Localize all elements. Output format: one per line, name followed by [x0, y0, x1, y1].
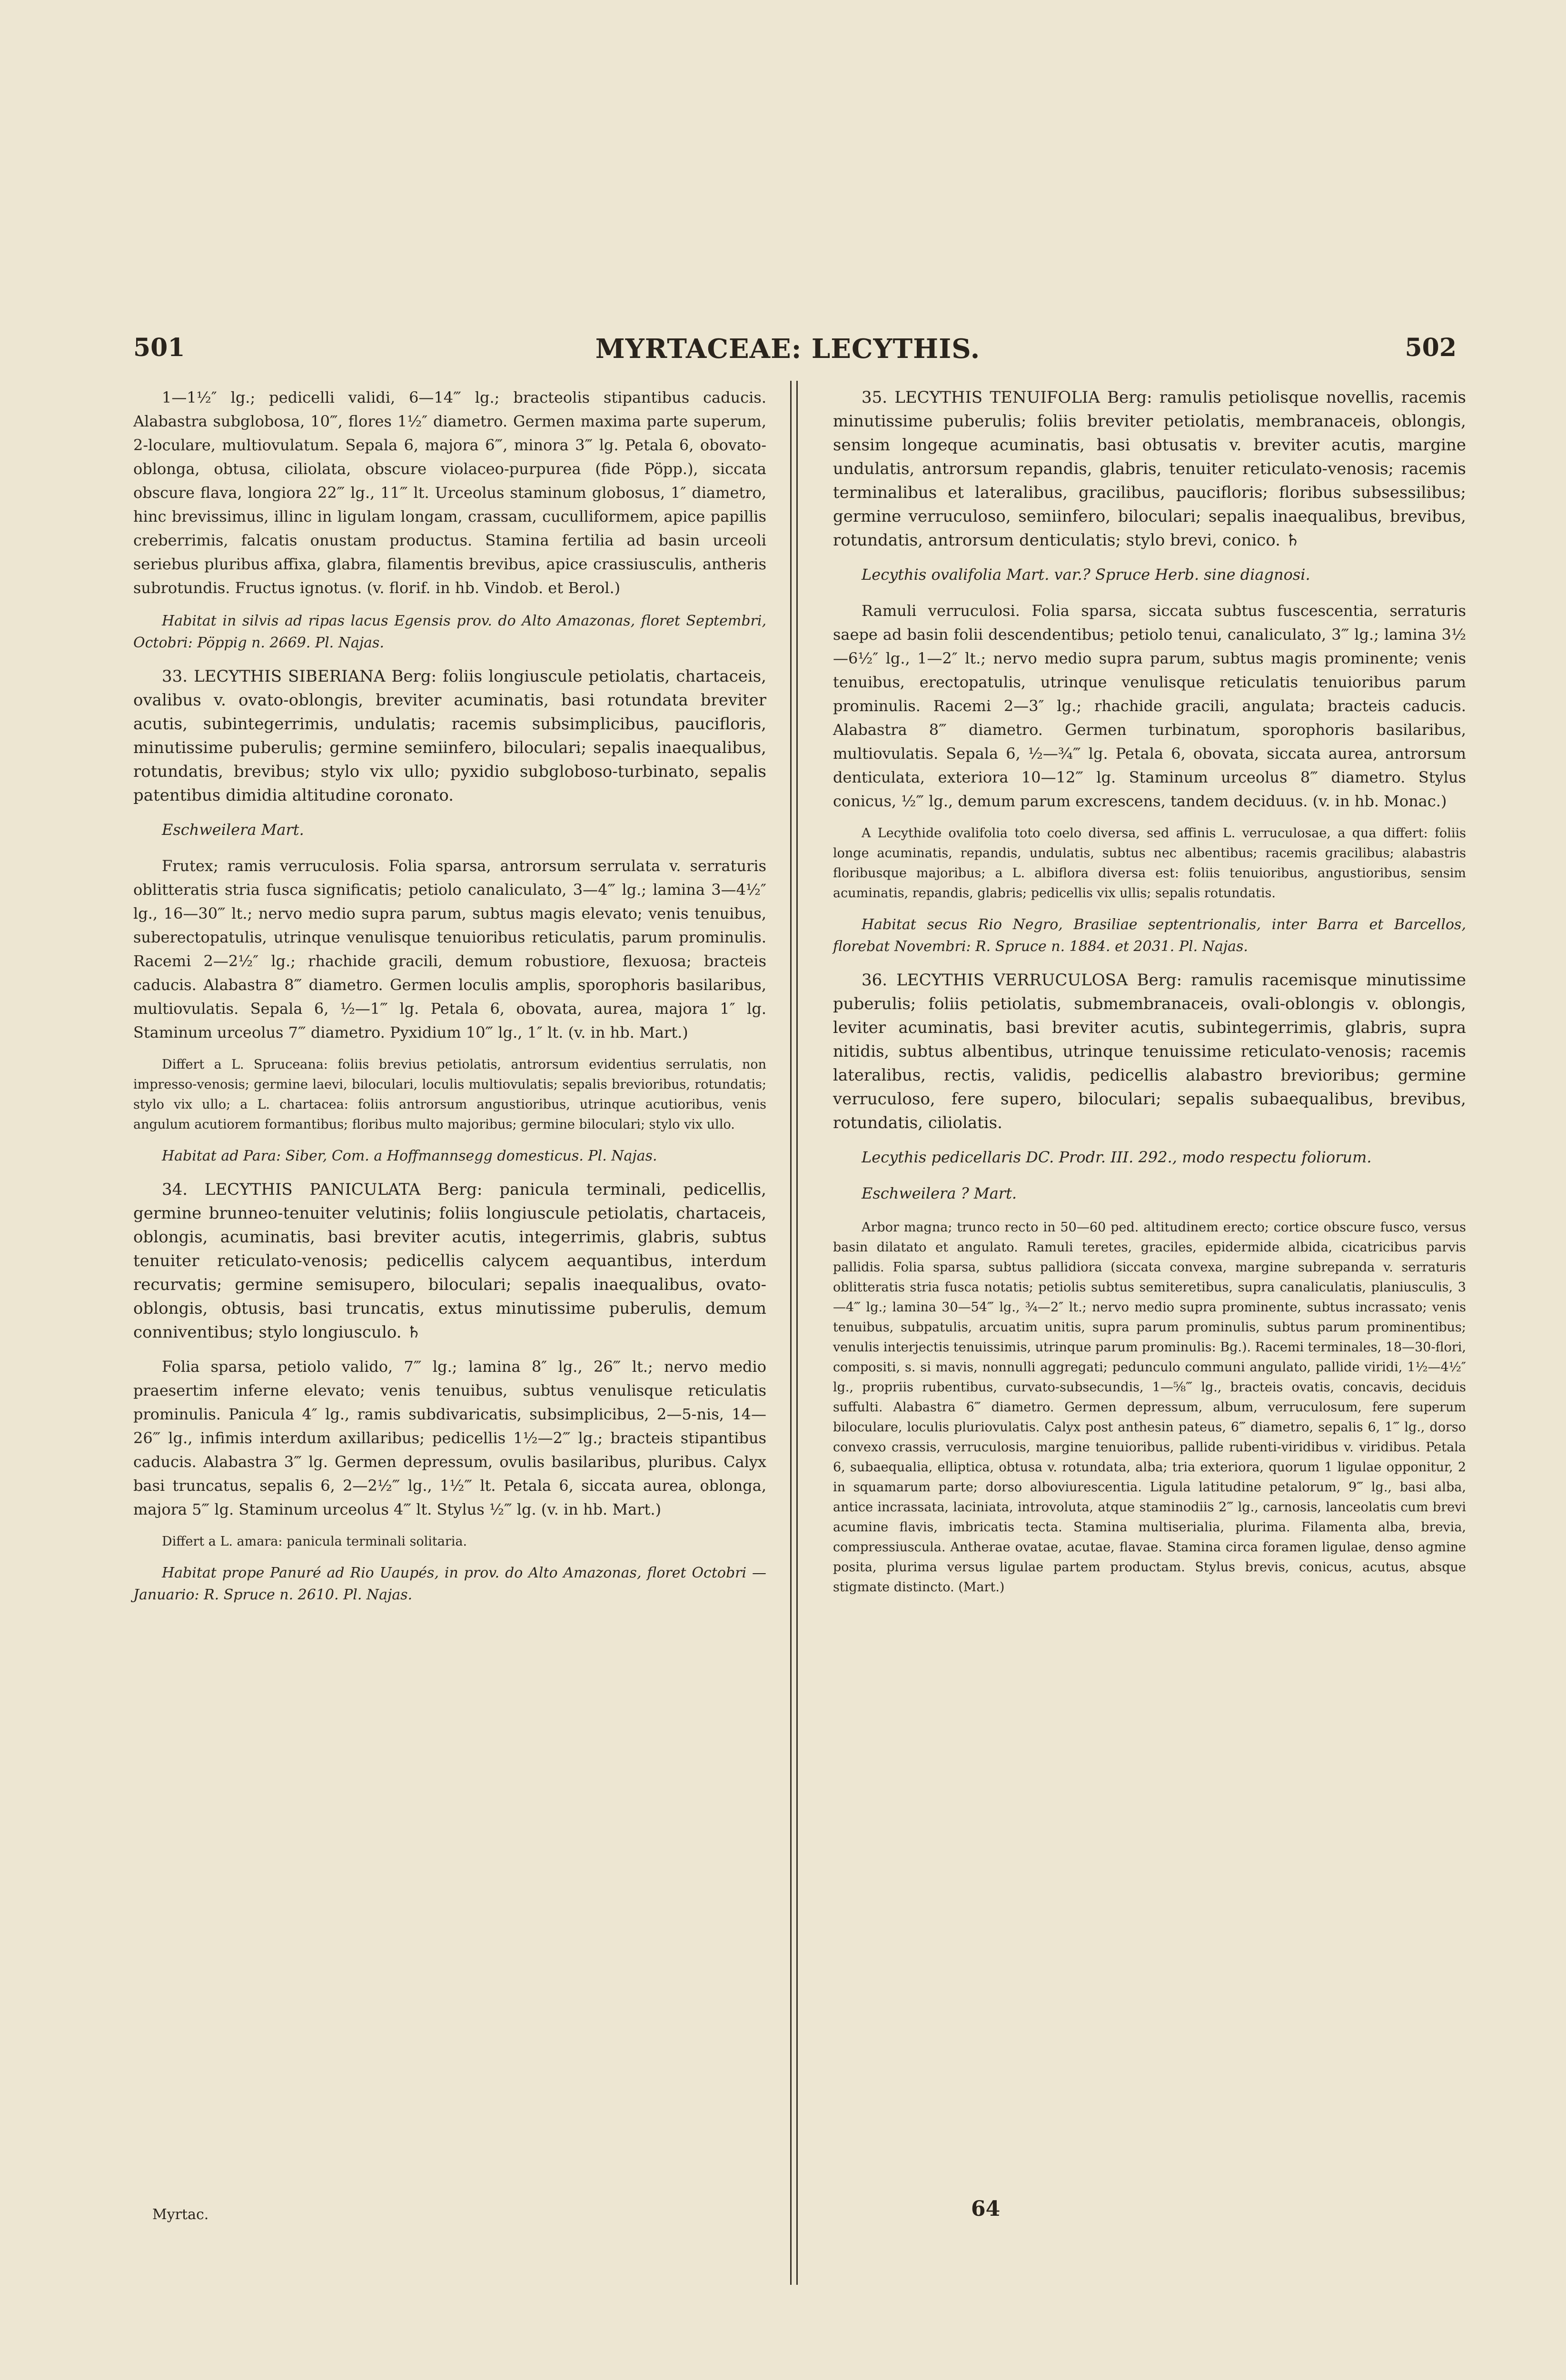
- species-36-synonym-b: Eschweilera ? Mart.: [862, 1184, 1017, 1202]
- species-36-diagnosis: 36. LECYTHIS VERRUCULOSA Berg: ramulis racemisque minutissime puberulis; foliis petiolatis, submembranaceis, ovali-oblongis v. oblongis, leviter acuminatis, basi breviter acutis, subintegerrimis, glabris, supra nitidis, subtus albentibus, utrinque tenuissime reticulato-venosis; racemis lateralibus, rectis, validis, pedicellis alabastro brevioribus; germine verruculoso, fere supero, biloculari; sepalis subaequalibus, brevibus, rotundatis, ciliolatis.: [833, 971, 1466, 1132]
- species-33-synonym: Eschweilera Mart.: [162, 821, 304, 839]
- species-35-differentia: A Lecythide ovalifolia toto coelo diversa, sed affinis L. verruculosae, a qua differt: foliis longe acuminatis, repandis, undulatis, subtus nec albentibus; racemis gracilibus; alabastris floribusque majoribus; a L. albiflora diversa est: foliis tenuioribus, angustioribus, sensim acuminatis, repandis, glabris; pedicellis vix ullis; sepalis rotundatis.: [833, 826, 1466, 901]
- species-34-habitat: Habitat prope Panuré ad Rio Uaupés, in prov. do Alto Amazonas, floret Octobri — Januario: R. Spruce n. 2610. Pl. Najas.: [133, 1565, 766, 1603]
- species-33-diagnosis: 33. LECYTHIS SIBERIANA Berg: foliis longiuscule petiolatis, chartaceis, ovalibus v. ovato-oblongis, breviter acuminatis, basi rotundata breviter acutis, subintegerrimis, undulatis; racemis subsimplicibus, paucifloris, minutissime puberulis; germine semiinfero, biloculari; sepalis inaequalibus, rotundatis, brevibus; stylo vix ullo; pyxidio subgloboso-turbinato, sepalis patentibus dimidia altitudine coronato.: [133, 667, 766, 805]
- continued-description: 1—1½″ lg.; pedicelli validi, 6—14‴ lg.; bracteolis stipantibus caducis. Alabastra subglobosa, 10‴, flores 1½″ diametro. Germen maxima parte superum, 2-loculare, multiovulatum. Sepala 6, majora 6‴, minora 3‴ lg. Petala 6, obovato-oblonga, obtusa, ciliolata, obscure violaceo-purpurea (fide Pöpp.), siccata obscure flava, longiora 22‴ lg., 11‴ lt. Urceolus staminum globosus, 1″ diametro, hinc brevissimus, illinc in ligulam longam, crassam, cuculliformem, apice papillis creberrimis, falcatis onustam productus. Stamina fertilia ad basin urceoli seriebus pluribus affixa, glabra, filamentis brevibus, apice crassiusculis, antheris subrotundis. Fructus ignotus. (v. florif. in hb. Vindob. et Berol.): [133, 388, 766, 597]
- species-33-differentia: Differt a L. Spruceana: foliis brevius petiolatis, antrorsum evidentius serrulatis, non impresso-venosis; germine laevi, biloculari, loculis multiovulatis; sepalis brevioribus, rotundatis; stylo vix ullo; a L. chartacea: foliis antrorsum angustioribus, utrinque acutioribus, venis angulum acutiorem formantibus; floribus multo majoribus; germine biloculari; stylo vix ullo.: [133, 1057, 766, 1132]
- species-34-diagnosis: 34. LECYTHIS PANICULATA Berg: panicula terminali, pedicellis, germine brunneo-tenuiter velutinis; foliis longiuscule petiolatis, chartaceis, oblongis, acuminatis, basi breviter acutis, integerrimis, glabris, subtus tenuiter reticulato-venosis; pedicellis calycem aequantibus, interdum recurvatis; germine semisupero, biloculari; sepalis inaequalibus, ovato-oblongis, obtusis, basi truncatis, extus minutissime puberulis, demum conniventibus; stylo longiusculo. ♄: [133, 1180, 766, 1342]
- habitat-note: Habitat in silvis ad ripas lacus Egensis prov. do Alto Amazonas, floret Septembri, Octobri: Pöppig n. 2669. Pl. Najas.: [133, 613, 766, 651]
- left-column: [133, 386, 766, 1616]
- running-header: [114, 328, 1461, 367]
- species-33-habitat: Habitat ad Para: Siber, Com. a Hoffmannsegg domesticus. Pl. Najas.: [162, 1148, 657, 1164]
- species-35-description: Ramuli verruculosi. Folia sparsa, siccata subtus fuscescentia, serraturis saepe ad basin folii descendentibus; petiolo tenui, canaliculato, 3‴ lg.; lamina 3½—6½″ lg., 1—2″ lt.; nervo medio supra parum, subtus magis prominente; venis tenuibus, erectopatulis, utrinque venulisque reticulatis tenuioribus parum prominulis. Racemi 2—3″ lg.; rhachide gracili, angulata; bracteis caducis. Alabastra 8‴ diametro. Germen turbinatum, sporophoris basilaribus, multiovulatis. Sepala 6, ½—¾‴ lg. Petala 6, obovata, siccata aurea, antrorsum denticulata, exteriora 10—12‴ lg. Staminum urceolus 8‴ diametro. Stylus conicus, ½‴ lg., demum parum excrescens, tandem deciduus. (v. in hb. Monac.): [833, 602, 1466, 810]
- species-35-habitat: Habitat secus Rio Negro, Brasiliae septentrionalis, inter Barra et Barcellos, florebat Novembri: R. Spruce n. 1884. et 2031. Pl. Najas.: [833, 916, 1466, 955]
- species-35-diagnosis: 35. LECYTHIS TENUIFOLIA Berg: ramulis petiolisque novellis, racemis minutissime puberulis; foliis breviter petiolatis, membranaceis, oblongis, sensim longeque acuminatis, basi obtusatis v. breviter acutis, margine undulatis, antrorsum repandis, glabris, tenuiter reticulato-venosis; racemis terminalibus et lateralibus, gracilibus, paucifloris; floribus subsessilibus; germine verruculoso, semiinfero, biloculari; sepalis inaequalibus, brevibus, rotundatis, antrorsum denticulatis; stylo brevi, conico. ♄: [833, 388, 1466, 550]
- page-number-left: 501: [133, 333, 185, 362]
- species-35-synonym: Lecythis ovalifolia Mart. var.? Spruce Herb. sine diagnosi.: [862, 565, 1310, 584]
- running-title: MYRTACEAE: LECYTHIS.: [595, 333, 981, 365]
- footer-abbreviation: Myrtac.: [152, 2206, 209, 2223]
- species-36-synonym-a: Lecythis pedicellaris DC. Prodr. III. 292., modo respectu foliorum.: [862, 1148, 1372, 1166]
- species-36-description: Arbor magna; trunco recto in 50—60 ped. altitudinem erecto; cortice obscure fusco, versus basin dilatato et angulato. Ramuli teretes, graciles, epidermide albida, cicatricibus parvis pallidis. Folia sparsa, subtus pallidiora (siccata convexa, margine subrepanda v. serraturis oblitteratis stria fusca notatis; petiolis subtus semiteretibus, supra canaliculatis, planiusculis, 3—4‴ lg.; lamina 30—54‴ lg., ¾—2″ lt.; nervo medio supra prominente, subtus incrassato; venis tenuibus, subpatulis, arcuatim unitis, supra parum prominulis, subtus parum prominentibus; venulis interjectis tenuissimis, utrinque parum prominulis: Bg.). Racemi terminales, 18—30-flori, compositi, s. si mavis, nonnulli aggregati; pedunculo communi angulato, pallide viridi, 1½—4½″ lg., propriis rubentibus, curvato-subsecundis, 1—⅝‴ lg., bracteis ovatis, concavis, deciduis suffulti. Alabastra 6‴ diametro. Germen depressum, album, verruculosum, fere superum biloculare, loculis pluriovulatis. Calyx post anthesin pateus, 6‴ diametro, sepalis 6, 1‴ lg., dorso convexo crassis, verruculosis, margine tenuioribus, pallide rubenti-viridibus v. viridibus. Petala 6, subaequalia, elliptica, obtusa v. rotundata, alba; tria exteriora, quorum 1 ligulae opponitur, 2 in squamarum parte; dorso alboviurescentia. Ligula latitudine petalorum, 9‴ lg., basi alba, antice incrassata, laciniata, introvoluta, atque staminodiis 2‴ lg., carnosis, lanceolatis cum brevi acumine flavis, imbricatis tecta. Stamina multiserialia, plurima. Filamenta alba, brevia, compressiuscula. Antherae ovatae, acutae, flavae. Stamina circa foramen ligulae, denso agmine posita, plurima versus ligulae partem productam. Stylus brevis, conicus, acutus, absque stigmate distincto. (Mart.): [833, 1220, 1466, 1595]
- page-number-right: 502: [1405, 333, 1457, 362]
- signature-number: 64: [971, 2197, 1001, 2221]
- column-divider: [790, 381, 798, 2285]
- species-34-differentia: Differt a L. amara: panicula terminali solitaria.: [162, 1534, 467, 1549]
- page: [114, 328, 1466, 2309]
- species-34-description: Folia sparsa, petiolo valido, 7‴ lg.; lamina 8″ lg., 26‴ lt.; nervo medio praesertim inferne elevato; venis tenuibus, subtus venulisque reticulatis prominulis. Panicula 4″ lg., ramis subdivaricatis, subsimplicibus, 2—5-nis, 14—26‴ lg., infimis interdum axillaribus; pedicellis 1½—2‴ lg.; bracteis stipantibus caducis. Alabastra 3‴ lg. Germen depressum, ovulis basilaribus, pluribus. Calyx basi truncatus, sepalis 6, 2—2½‴ lg., 1½‴ lt. Petala 6, siccata aurea, oblonga, majora 5‴ lg. Staminum urceolus 4‴ lt. Stylus ½‴ lg. (v. in hb. Mart.): [133, 1358, 766, 1518]
- species-33-description: Frutex; ramis verruculosis. Folia sparsa, antrorsum serrulata v. serraturis oblitteratis stria fusca significatis; petiolo canaliculato, 3—4‴ lg.; lamina 3—4½″ lg., 16—30‴ lt.; nervo medio supra parum, subtus magis elevato; venis tenuibus, suberectopatulis, utrinque venulisque tenuioribus reticulatis, parum prominulis. Racemi 2—2½″ lg.; rhachide gracili, demum robustiore, flexuosa; bracteis caducis. Alabastra 8‴ diametro. Germen loculis amplis, sporophoris basilaribus, multiovulatis. Sepala 6, ½—1‴ lg. Petala 6, obovata, aurea, majora 1″ lg. Staminum urceolus 7‴ diametro. Pyxidium 10‴ lg., 1″ lt. (v. in hb. Mart.): [133, 857, 766, 1041]
- right-column: [833, 386, 1466, 1608]
